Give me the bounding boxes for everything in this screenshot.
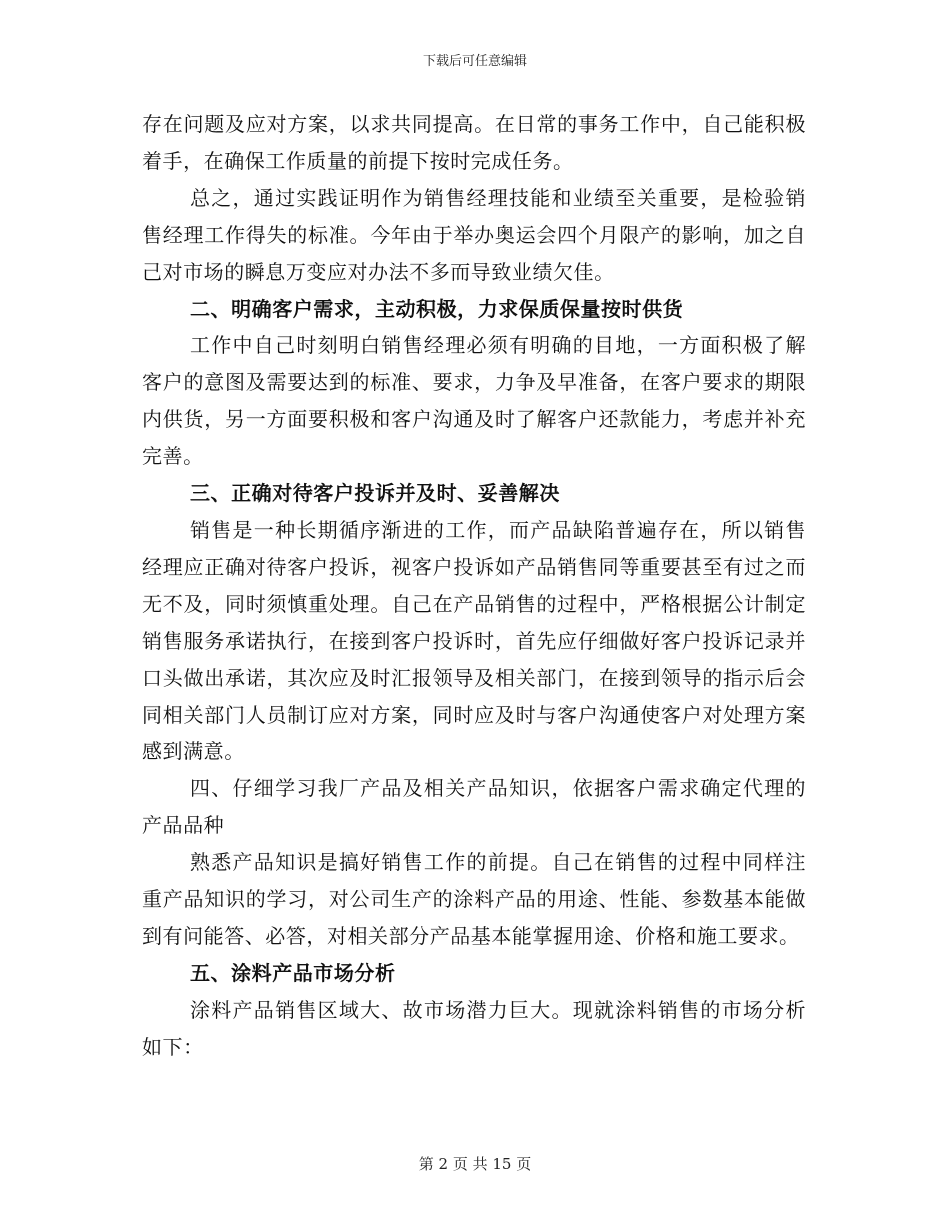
document-body — [142, 106, 806, 1066]
section-heading-2: 二、明确客户需求，主动积极，力求保质保量按时供货 — [190, 296, 684, 321]
paragraph-summary: 总之，通过实践证明作为销售经理技能和业绩至关重要，是检验销售经理工作得失的标准。今年由于举办奥运会四个月限产的影响，加之自己对市场的瞬息万变应对办法不多而导致业绩欠佳。 — [142, 185, 806, 284]
paragraph-continuation: 存在问题及应对方案，以求共同提高。在日常的事务工作中，自己能积极着手，在确保工作质量的前提下按时完成任务。 — [142, 112, 806, 173]
section-heading-5: 五、涂料产品市场分析 — [190, 960, 396, 985]
page-footer: 第 2 页 共 15 页 — [418, 1155, 532, 1173]
paragraph-section-3: 销售是一种长期循序渐进的工作，而产品缺陷普遍存在，所以销售经理应正确对待客户投诉，视客户投诉如产品销售同等重要甚至有过之而无不及，同时须慎重处理。自己在产品销售的过程中，严格根据公计制定销售服务承诺执行，在接到客户投诉时，首先应仔细做好客户投诉记录并口头做出承诺，其次应及时汇报领导及相关部门，在接到领导的指示后会同相关部门人员制订应对方案，同时应及时与客户沟通使客户对处理方案感到满意。 — [142, 517, 806, 764]
paragraph-section-5: 涂料产品销售区域大、故市场潜力巨大。现就涂料销售的市场分析如下： — [142, 997, 806, 1059]
page-header: 下载后可任意编辑 — [422, 54, 527, 69]
paragraph-section-2: 工作中自己时刻明白销售经理必须有明确的目地，一方面积极了解客户的意图及需要达到的标准、要求，力争及早准备，在客户要求的期限内供货，另一方面要积极和客户沟通及时了解客户还款能力，考虑并补充完善。 — [142, 333, 806, 469]
section-heading-4: 四、仔细学习我厂产品及相关产品知识，依据客户需求确定代理的产品品种 — [142, 776, 806, 838]
paragraph-section-4: 熟悉产品知识是搞好销售工作的前提。自己在销售的过程中同样注重产品知识的学习，对公司生产的涂料产品的用途、性能、参数基本能做到有问能答、必答，对相关部分产品基本能掌握用途、价格和施工要求。 — [142, 850, 806, 948]
section-heading-3: 三、正确对待客户投诉并及时、妥善解决 — [190, 481, 560, 506]
